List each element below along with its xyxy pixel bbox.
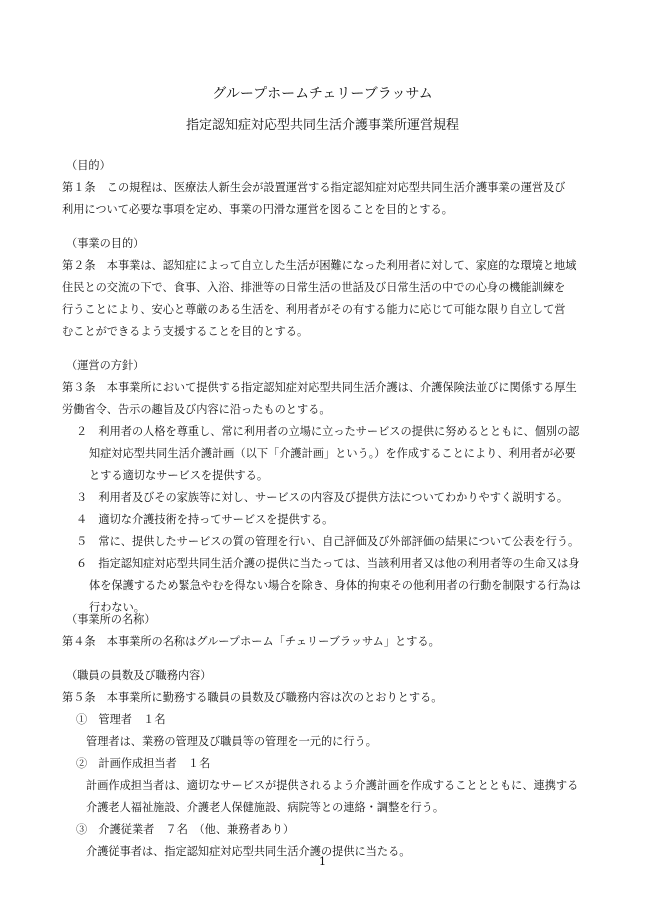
section-heading-name: （事業所の名称）	[66, 613, 156, 626]
article-3	[62, 377, 590, 619]
article-2	[62, 255, 590, 343]
sub-clause-line: 知症対応型共同生活介護計画（以下「介護計画」という。）を作成することにより、利用者が必要	[89, 447, 576, 460]
section-heading-purpose: （目的）	[66, 159, 111, 172]
document-title: グループホームチェリーブラッサム	[212, 86, 433, 102]
article-4	[62, 631, 590, 653]
staff-item-desc: 管理者は、業務の管理及び職員等の管理を一元的に行う。	[86, 735, 377, 748]
article-line: 第４条 本事業所の名称はグループホーム「チェリーブラッサム」とする。	[62, 635, 440, 648]
article-line: 第２条 本事業は、認知症によって自立した生活が困難になった利用者に対して、家庭的な環境と地域	[62, 259, 577, 272]
page-number: 1	[319, 855, 326, 868]
sub-clause-line: 体を保護するため緊急やむを得ない場合を除き、身体的拘束その他利用者の行動を制限する行為は	[89, 579, 581, 592]
staff-item-desc: 介護老人福祉施設、介護老人保健施設、病院等との連絡・調整を行う。	[86, 801, 445, 814]
sub-clause-line: 行わない。	[89, 601, 145, 614]
section-heading-staff: （職員の員数及び職務内容）	[66, 669, 212, 682]
article-1	[62, 177, 590, 221]
article-line: 住民との交流の下で、食事、入浴、排泄等の日常生活の世話及び日常生活の中での心身の機能訓練を	[62, 281, 566, 294]
article-line: 第３条 本事業所において提供する指定認知症対応型共同生活介護は、介護保険法並びに関係する厚生	[62, 381, 577, 394]
article-5	[62, 687, 590, 863]
staff-item-label: ③ 介護従業者 ７名 （他、兼務者あり）	[76, 823, 295, 836]
article-line: 労働省令、告示の趣旨及び内容に沿ったものとする。	[62, 403, 331, 416]
section-heading-business-purpose: （事業の目的）	[66, 237, 145, 250]
document-subtitle: 指定認知症対応型共同生活介護事業所運営規程	[185, 118, 459, 133]
article-line: むことができるよう支援することを目的とする。	[62, 325, 309, 338]
staff-item-desc: 計画作成担当者は、適切なサービスが提供されるよう介護計画を作成することとともに、連携する	[86, 779, 579, 792]
article-line: 行うことにより、安心と尊厳のある生活を、利用者がその有する能力に応じて可能な限り自立して営	[62, 303, 566, 316]
article-line: 第５条 本事業所に勤務する職員の員数及び職務内容は次のとおりとする。	[62, 691, 443, 704]
sub-clause-line: ２ 利用者の人格を尊重し、常に利用者の立場に立ったサービスの提供に努めるとともに、個別の認	[76, 425, 580, 438]
sub-clause-line: ３ 利用者及びその家族等に対し、サービスの内容及び提供方法についてわかりやすく説明する。	[76, 491, 569, 504]
sub-clause-line: ５ 常に、提供したサービスの質の管理を行い、自己評価及び外部評価の結果について公表を行う。	[76, 535, 580, 548]
staff-item-label: ② 計画作成担当者 １名	[76, 757, 211, 770]
sub-clause-line: ６ 指定認知症対応型共同生活介護の提供に当たっては、当該利用者又は他の利用者等の生命又は身	[76, 557, 580, 570]
staff-item-label: ① 管理者 １名	[76, 713, 166, 726]
article-line: 利用について必要な事項を定め、事業の円滑な運営を図ることを目的とする。	[62, 203, 453, 216]
article-line: 第１条 この規程は、医療法人新生会が設置運営する指定認知症対応型共同生活介護事業の運営及び	[62, 181, 566, 194]
staff-item-desc: 介護従事者は、指定認知症対応型共同生活介護の提供に当たる。	[86, 845, 411, 858]
sub-clause-line: とする適切なサービスを提供する。	[89, 469, 269, 482]
sub-clause-line: ４ 適切な介護技術を持ってサービスを提供する。	[76, 513, 334, 526]
section-heading-policy: （運営の方針）	[66, 359, 145, 372]
